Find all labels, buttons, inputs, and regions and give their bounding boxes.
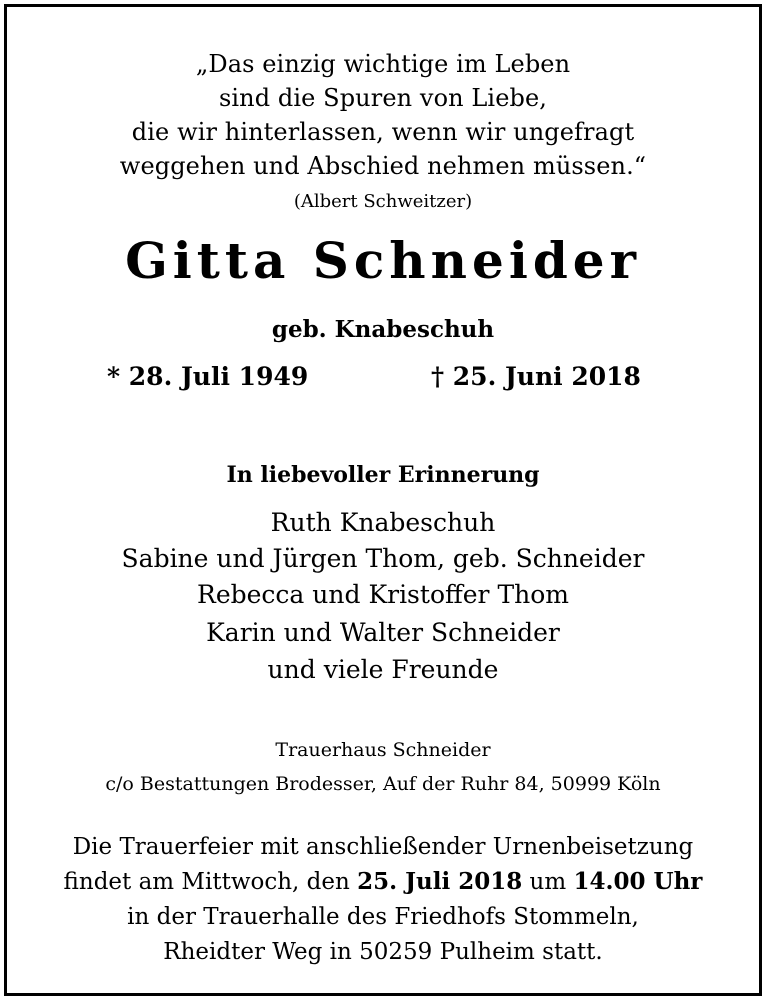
- quote-line-4: weggehen und Abschied nehmen müssen.“: [119, 152, 647, 180]
- mourner-line: Rebecca und Kristoffer Thom: [197, 580, 569, 609]
- quote-line-1: „Das einzig wichtige im Leben: [195, 50, 571, 78]
- death-date: † 25. Juni 2018: [431, 362, 641, 391]
- ceremony-time: 14.00 Uhr: [573, 868, 703, 895]
- mourning-house: Trauerhaus Schneider: [275, 739, 491, 761]
- ceremony-line-4: Rheidter Weg in 50259 Pulheim statt.: [163, 939, 603, 965]
- ceremony-line-3: in der Trauerhalle des Friedhofs Stommeln,: [127, 904, 639, 930]
- deceased-name: Gitta Schneider: [125, 231, 641, 290]
- remembrance-heading: In liebevoller Erinnerung: [226, 462, 540, 488]
- quote-line-3: die wir hinterlassen, wenn wir ungefragt: [131, 118, 635, 146]
- mourner-line: Sabine und Jürgen Thom, geb. Schneider: [121, 544, 645, 573]
- ceremony-line-1: Die Trauerfeier mit anschließender Urnenbeisetzung: [72, 834, 694, 860]
- obituary-notice: [4, 4, 762, 996]
- mourner-line: Ruth Knabeschuh: [270, 508, 496, 537]
- birth-date: * 28. Juli 1949: [107, 362, 309, 391]
- mourning-address: c/o Bestattungen Brodesser, Auf der Ruhr 84, 50999 Köln: [105, 773, 661, 795]
- mourner-line: Karin und Walter Schneider: [206, 618, 560, 647]
- ceremony-line-2: [7, 865, 759, 899]
- quote-line-2: sind die Spuren von Liebe,: [218, 84, 548, 112]
- mourner-line: und viele Freunde: [267, 655, 499, 684]
- ceremony-mid: um: [522, 869, 574, 895]
- ceremony-prefix: findet am Mittwoch, den: [63, 869, 358, 895]
- maiden-name: geb. Knabeschuh: [271, 316, 495, 343]
- quote-author: (Albert Schweitzer): [293, 191, 473, 212]
- ceremony-date: 25. Juli 2018: [357, 868, 523, 895]
